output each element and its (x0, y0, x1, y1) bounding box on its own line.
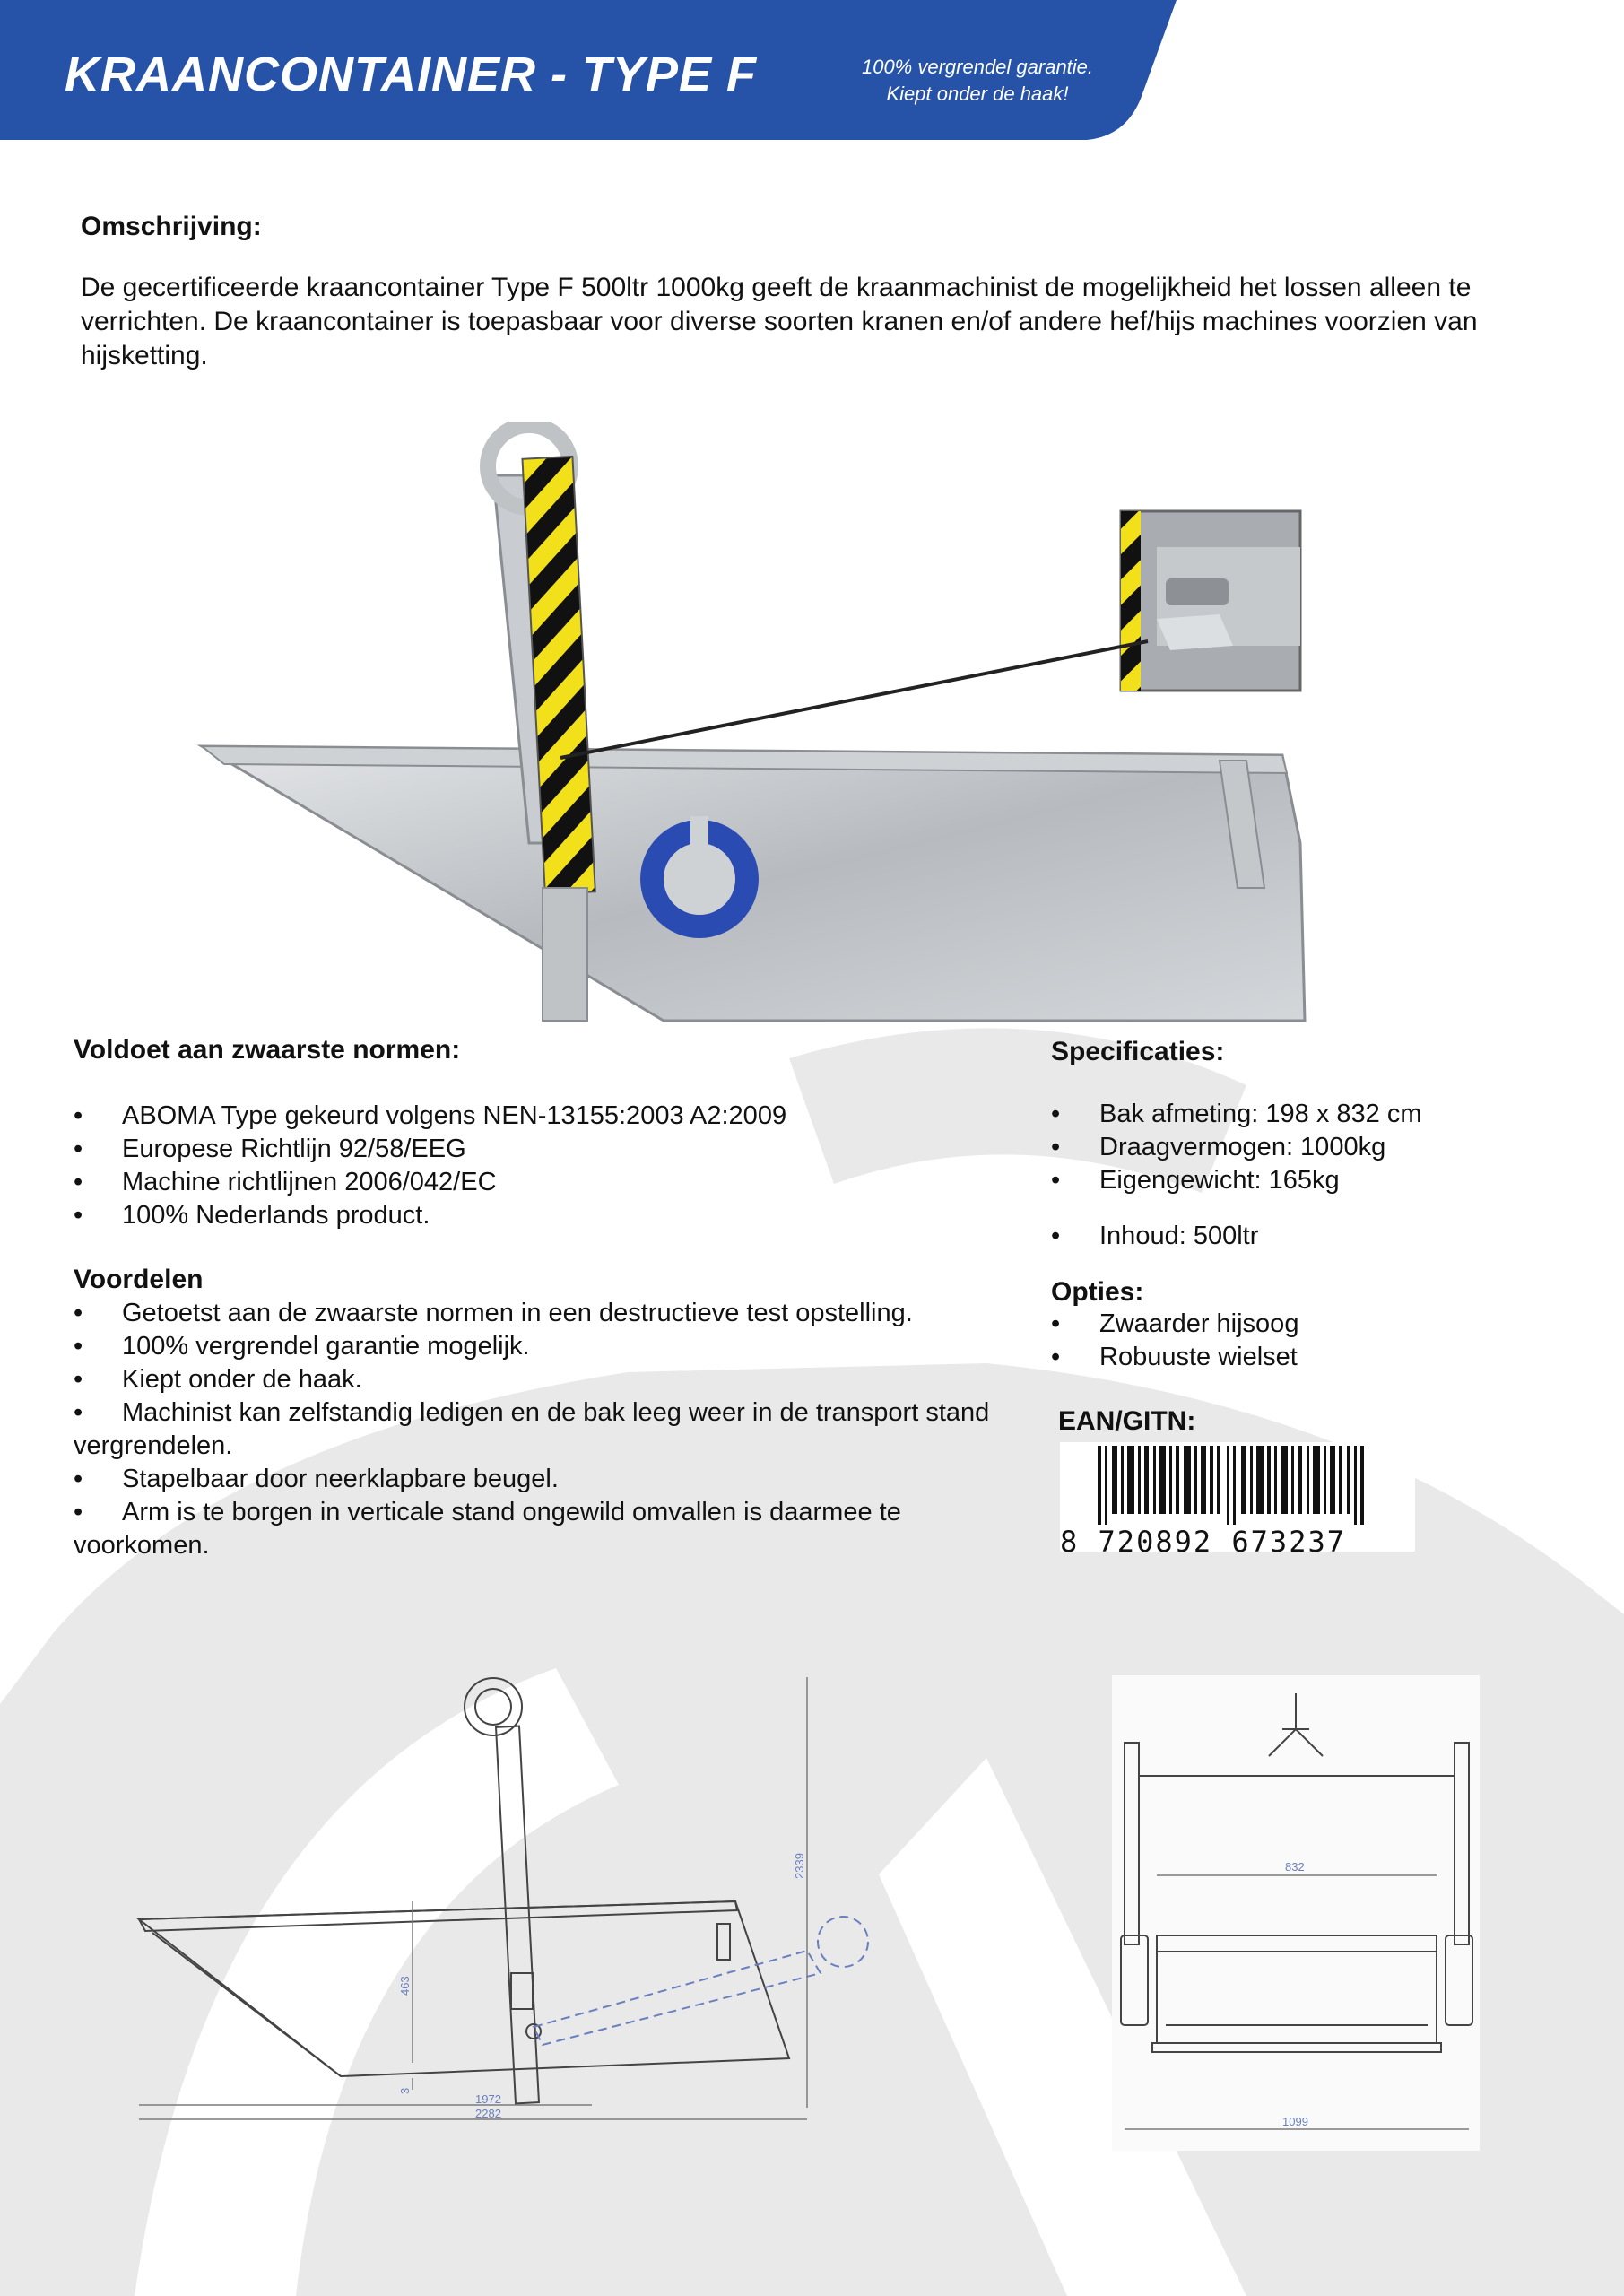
dim-width-inner: 832 (1285, 1860, 1305, 1874)
list-item: • Kiept onder de haak. (74, 1363, 1024, 1396)
list-item: • Zwaarder hijsoog (1051, 1308, 1553, 1341)
page-title: KRAANCONTAINER - TYPE F (65, 48, 757, 101)
tagline-line-2: Kiept onder de haak! (886, 83, 1069, 105)
list-item: • 100% Nederlands product. (74, 1199, 1015, 1232)
dim-height: 2339 (793, 1853, 806, 1879)
description-text: De gecertificeerde kraancontainer Type F 500ltr 1000kg geeft de kraanmachinist de mogelijkheid het lossen alleen te verrichten. De kraancontainer is toepasbaar voor diverse soorten kranen en/of andere hef/hijs machines voorzien van hijsketting. (81, 273, 1478, 370)
front-view-drawing (1112, 1675, 1480, 2151)
side-view-drawing (126, 1664, 879, 2130)
product-photo (188, 422, 1336, 1022)
list-item: • Arm is te borgen in verticale stand ongewild omvallen is daarmee te voorkomen. (74, 1496, 1024, 1562)
advantages-heading: Voordelen (74, 1265, 204, 1294)
dim-base: 3 (398, 2087, 412, 2094)
ean-heading: EAN/GITN: (1058, 1406, 1196, 1436)
tagline-line-1: 100% vergrendel garantie. (861, 56, 1094, 78)
specs-list (1051, 1098, 1553, 1197)
norms-list (74, 1100, 1015, 1232)
options-heading: Opties: (1051, 1277, 1144, 1307)
detail-inset-photo (1121, 511, 1300, 691)
list-item: • Robuuste wielset (1051, 1341, 1553, 1374)
dim-length-inner: 1972 (475, 2092, 501, 2106)
list-item: • Europese Richtlijn 92/58/EEG (74, 1133, 1015, 1166)
ean-number: 8 720892 673237 (1060, 1525, 1346, 1559)
list-item: • Eigengewicht: 165kg (1051, 1164, 1553, 1197)
specs-content (1051, 1220, 1553, 1253)
advantages-list (74, 1297, 1024, 1562)
dim-depth: 463 (398, 1976, 412, 1996)
list-item: • Machine richtlijnen 2006/042/EC (74, 1166, 1015, 1199)
specs-heading: Specificaties: (1051, 1037, 1225, 1066)
list-item: • ABOMA Type gekeurd volgens NEN-13155:2003 A2:2009 (74, 1100, 1015, 1133)
barcode-bars (1060, 1442, 1415, 1525)
barcode (1060, 1442, 1415, 1559)
header-tagline (807, 54, 1148, 108)
list-item: • Draagvermogen: 1000kg (1051, 1131, 1553, 1164)
options-list (1051, 1308, 1553, 1374)
dim-length-total: 2282 (475, 2107, 501, 2120)
list-item: • Bak afmeting: 198 x 832 cm (1051, 1098, 1553, 1131)
list-item: • Getoetst aan de zwaarste normen in een destructieve test opstelling. (74, 1297, 1024, 1330)
list-item: • Inhoud: 500ltr (1051, 1220, 1553, 1253)
description-heading: Omschrijving: (81, 212, 262, 241)
norms-heading: Voldoet aan zwaarste normen: (74, 1035, 461, 1065)
list-item: • Machinist kan zelfstandig ledigen en de bak leeg weer in de transport stand vergrendelen. (74, 1396, 1024, 1463)
dim-width-total: 1099 (1282, 2115, 1308, 2128)
list-item: • 100% vergrendel garantie mogelijk. (74, 1330, 1024, 1363)
list-item: • Stapelbaar door neerklapbare beugel. (74, 1463, 1024, 1496)
